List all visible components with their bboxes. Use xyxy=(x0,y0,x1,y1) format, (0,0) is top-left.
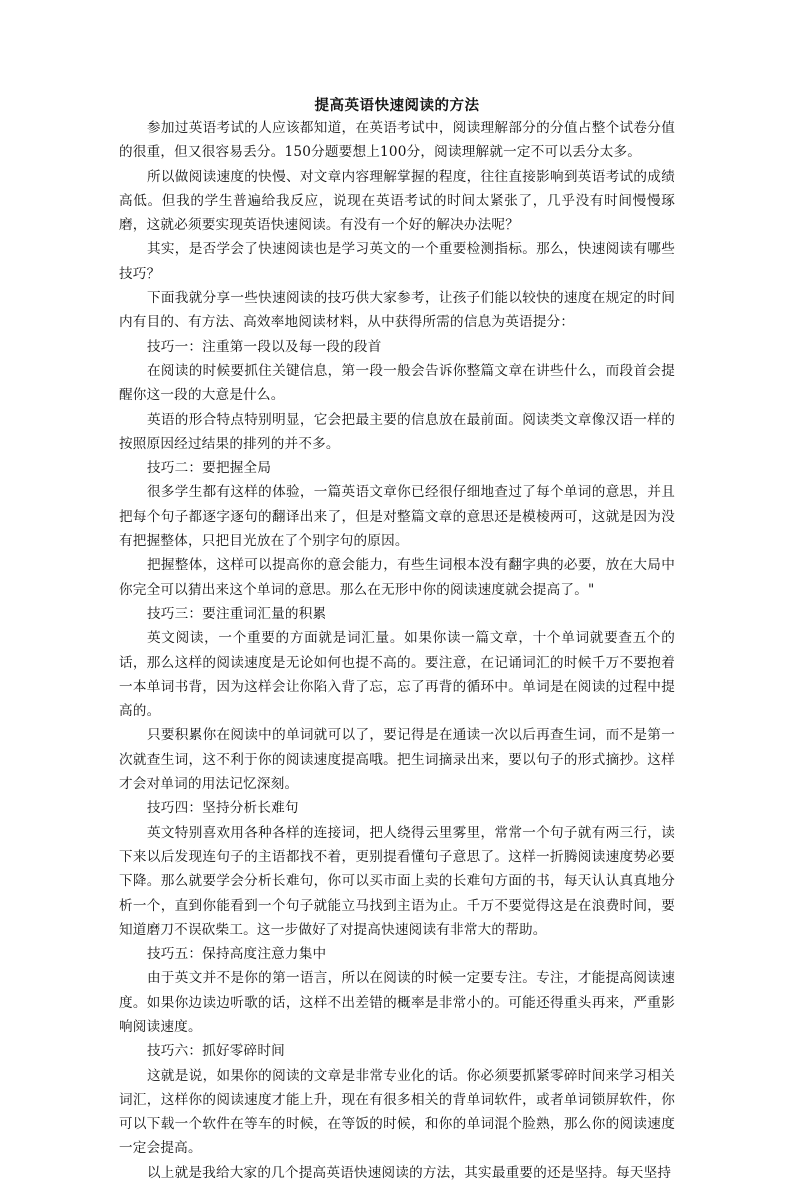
paragraph: 只要积累你在阅读中的单词就可以了，要记得是在通读一次以后再查生词，而不是第一次就查生词，这不利于你的阅读速度提高哦。把生词摘录出来，要以句子的形式摘抄。这样才会对单词的用法记忆深刻。 xyxy=(119,727,675,793)
section-heading: 技巧六：抓好零碎时间 xyxy=(147,1043,285,1060)
paragraph: 下面我就分享一些快速阅读的技巧供大家参考，让孩子们能以较快的速度在规定的时间内有目的、有方法、高效率地阅读材料，从中获得所需的信息为英语提分： xyxy=(119,290,675,331)
paragraph: 英文阅读，一个重要的方面就是词汇量。如果你读一篇文章，十个单词就要查五个的话，那么这样的阅读速度是无论如何也提不高的。要注意，在记诵词汇的时候千万不要抱着一本单词书背，因为这样会让你陷入背了忘，忘了再背的循环中。单词是在阅读的过程中提高的。 xyxy=(119,630,675,720)
section-heading: 技巧五：保持高度注意力集中 xyxy=(147,946,327,963)
paragraph: 由于英文并不是你的第一语言，所以在阅读的时候一定要专注。专注，才能提高阅读速度。如果你边读边听歌的话，这样不出差错的概率是非常小的。可能还得重头再来，严重影响阅读速度。 xyxy=(119,970,675,1035)
paragraph: 以上就是我给大家的几个提高英语快速阅读的方法，其实最重要的还是坚持。每天坚持 xyxy=(147,1164,672,1181)
paragraph: 参加过英语考试的人应该都知道，在英语考试中，阅读理解部分的分值占整个试卷分值的很重，但又很容易丢分。150分题要想上100分，阅读理解就一定不可以丢分太多。 xyxy=(119,120,675,161)
document-body xyxy=(119,116,675,1185)
paragraph: 其实，是否学会了快速阅读也是学习英文的一个重要检测指标。那么，快速阅读有哪些技巧？ xyxy=(119,241,675,282)
paragraph: 英文特别喜欢用各种各样的连接词，把人绕得云里雾里，常常一个句子就有两三行，读下来以后发现连句子的主语都找不着，更别提看懂句子意思了。这样一折腾阅读速度势必要下降。那么就要学会分析长难句，你可以买市面上卖的长难句方面的书，每天认认真真地分析一个，直到你能看到一个句子就能立马找到主语为止。千万不要觉得这是在浪费时间，要知道磨刀不误砍柴工。这一步做好了对提高快速阅读有非常大的帮助。 xyxy=(119,824,675,938)
document-title: 提高英语快速阅读的方法 xyxy=(314,97,480,114)
paragraph: 英语的形合特点特别明显，它会把最主要的信息放在最前面。阅读类文章像汉语一样的按照原因经过结果的排列的并不多。 xyxy=(119,411,675,452)
paragraph: 在阅读的时候要抓住关键信息，第一段一般会告诉你整篇文章在讲些什么，而段首会提醒你这一段的大意是什么。 xyxy=(119,362,675,404)
paragraph: 把握整体，这样可以提高你的意会能力，有些生词根本没有翻字典的必要，放在大局中你完全可以猜出来这个单词的意思。那么在无形中你的阅读速度就会提高了。" xyxy=(119,557,675,598)
paragraph: 很多学生都有这样的体验，一篇英语文章你已经很仔细地查过了每个单词的意思，并且把每个句子都逐字逐句的翻译出来了，但是对整篇文章的意思还是模棱两可，这就是因为没有把握整体，只把目光放在了个别字句的原因。 xyxy=(119,484,675,550)
document-page xyxy=(119,96,675,1185)
section-heading: 技巧三：要注重词汇量的积累 xyxy=(147,605,327,622)
section-heading: 技巧一：注重第一段以及每一段的段首 xyxy=(147,338,382,355)
paragraph: 这就是说，如果你的阅读的文章是非常专业化的话。你必须要抓紧零碎时间来学习相关词汇，这样你的阅读速度才能上升，现在有很多相关的背单词软件，或者单词锁屏软件，你可以下载一个软件在等车的时候，在等饭的时候，和你的单词混个脸熟，那么你的阅读速度一定会提高。 xyxy=(119,1067,675,1157)
section-heading: 技巧二：要把握全局 xyxy=(147,460,272,477)
section-heading: 技巧四：坚持分析长难句 xyxy=(147,800,299,817)
paragraph: 所以做阅读速度的快慢、对文章内容理解掌握的程度，往往直接影响到英语考试的成绩高低。但我的学生普遍给我反应，说现在英语考试的时间太紧张了，几乎没有时间慢慢琢磨，这就必须要实现英语快速阅读。有没有一个好的解决办法呢？ xyxy=(119,168,675,234)
